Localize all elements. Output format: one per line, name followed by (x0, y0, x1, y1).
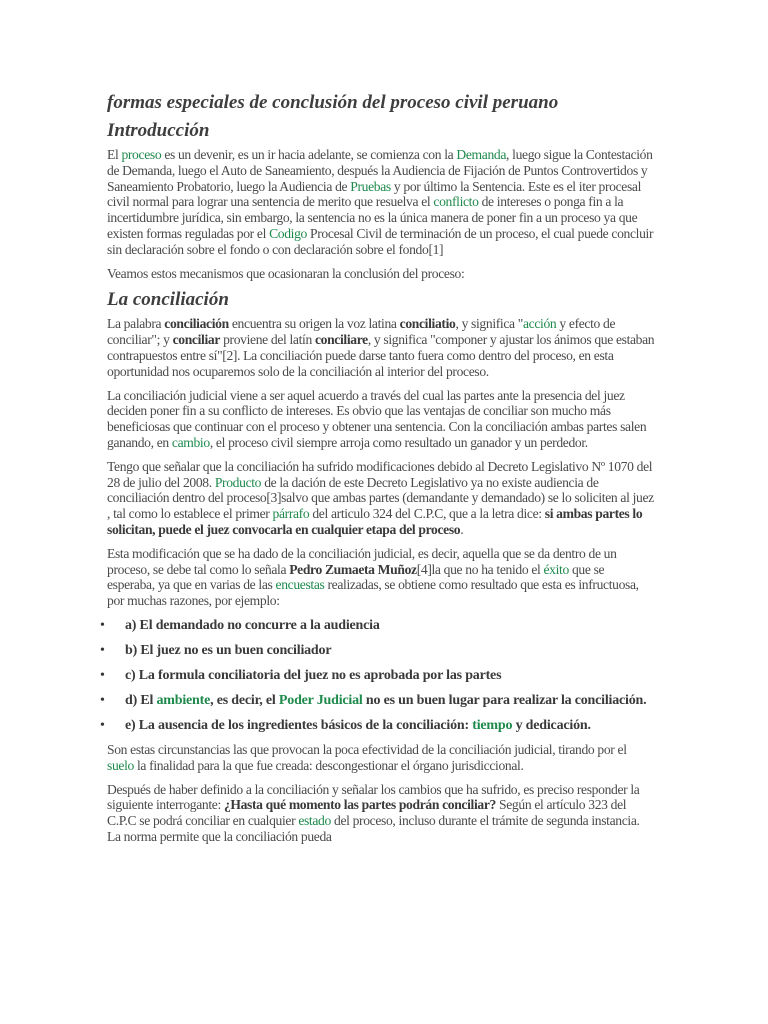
intro-paragraph-1 (107, 147, 655, 258)
text: y efecto de conciliar"; y (107, 316, 616, 348)
list-item-text: , es decir, el (210, 692, 279, 708)
text: Procesal Civil de terminación de un proceso, el cual puede concluir sin declaración sobre el fondo o con declaración sobre el fondo[1] (107, 225, 654, 257)
text: realizadas, se obtiene como resultado que esta es infructuosa, por muchas razones, por ejemplo: (107, 577, 639, 609)
intro-paragraph-2: Veamos estos mecanismos que ocasionaran la conclusión del proceso: (107, 265, 465, 281)
bullet-icon: • (100, 642, 105, 658)
text: del proceso, incluso durante el trámite de segunda instancia. La norma permite que la conciliación pueda (107, 813, 640, 844)
text: [4]la que no ha tenido el (416, 561, 544, 577)
text: . (460, 521, 464, 537)
text: encuentra su origen la voz latina (228, 316, 400, 332)
text: El (107, 147, 122, 162)
text: Esta modificación que se ha dado de la conciliación judicial, es decir, aquella que se da dentro de un proceso, se debe tal como lo señala (107, 545, 617, 577)
text: de intereses o ponga fin a la incertidumbre jurídica, sin embargo, la sentencia no es la única manera de poner fin a un proceso ya que existen formas reguladas por el (107, 194, 638, 241)
conciliacion-paragraph-1 (107, 316, 655, 379)
link-suelo[interactable]: suelo (107, 757, 134, 773)
link-encuestas[interactable]: encuestas (275, 577, 325, 593)
bold-question: ¿Hasta qué momento las partes podrán conciliar? (223, 797, 496, 813)
conciliacion-paragraph-6 (107, 782, 655, 845)
conciliacion-paragraph-3 (107, 459, 655, 538)
link-exito[interactable]: éxito (543, 561, 569, 577)
text: Tengo que señalar que la conciliación ha sufrido modificaciones debido al Decreto Legislativo Nº 1070 del 28 de julio del 2008. (107, 458, 653, 490)
link-codigo[interactable]: Codigo (269, 225, 307, 241)
list-item (100, 617, 655, 634)
bullet-icon: • (100, 667, 105, 683)
text: del articulo 324 del C.P.C, que a la letra dice: (309, 506, 545, 522)
bold-term: conciliar (172, 332, 221, 348)
conciliacion-heading: La conciliación (107, 289, 229, 311)
list-item-text: b) El juez no es un buen conciliador (125, 642, 332, 658)
text: , el proceso civil siempre arroja como resultado un ganador y un perdedor. (209, 434, 588, 450)
text: Después de haber definido a la conciliación y señalar los cambios que ha sufrido, es preciso responder la siguiente interrogante: (107, 781, 640, 813)
text: es un devenir, es un ir hacia adelante, se comienza con la (161, 147, 457, 162)
link-parrafo[interactable]: párrafo (272, 506, 310, 522)
list-item (100, 667, 655, 684)
reasons-list (100, 617, 655, 734)
text: Según el artículo 323 del C.P.C se podrá conciliar en cualquier (107, 797, 627, 829)
link-poder-judicial[interactable]: Poder Judicial (278, 692, 363, 708)
document-body (100, 92, 655, 853)
list-item (100, 642, 655, 659)
text: La conciliación judicial viene a ser aquel acuerdo a través del cual las partes ante la presencia del juez deciden poner fin a su conflicto de intereses. Es obvio que las ventajas de conciliar son mucho más beneficiosas que continuar con el proceso y obtener una sentencia. Con la conciliación ambas partes salen ganando, en (107, 387, 647, 450)
bold-term: conciliación (164, 316, 229, 332)
text: y por último la Sentencia. Este es el iter procesal civil normal para lograr una sentencia de merito que resuelva el (107, 178, 642, 210)
bullet-icon: • (100, 692, 105, 708)
text: la finalidad para la que fue creada: descongestionar el órgano jurisdiccional. (133, 757, 524, 773)
bold-term: conciliatio (399, 316, 456, 332)
link-estado[interactable]: estado (298, 813, 331, 829)
intro-heading: Introducción (107, 120, 210, 141)
conciliacion-paragraph-4 (107, 546, 655, 609)
text: Son estas circunstancias las que provocan la poca efectividad de la conciliación judicial, tirando por el (107, 741, 627, 757)
bold-quote: si ambas partes lo solicitan, puede el juez convocarla en cualquier etapa del proceso (107, 506, 643, 537)
conciliacion-paragraph-5 (107, 742, 655, 774)
link-cambio[interactable]: cambio (171, 434, 210, 450)
link-demanda[interactable]: Demanda (456, 147, 507, 162)
conciliacion-paragraph-2 (107, 388, 655, 451)
bullet-icon: • (100, 717, 105, 733)
bullet-icon: • (100, 617, 105, 633)
text: , y significa " (455, 316, 523, 332)
list-item-text: e) La ausencia de los ingredientes básicos de la conciliación: (125, 717, 473, 733)
text: La palabra (107, 316, 165, 332)
link-ambiente[interactable]: ambiente (156, 692, 211, 708)
list-item-text: no es un buen lugar para realizar la conciliación. (362, 692, 647, 708)
bold-term: conciliare (314, 332, 368, 348)
text: que se esperaba, ya que en varias de las (107, 561, 605, 593)
link-tiempo[interactable]: tiempo (472, 717, 513, 733)
list-item (100, 692, 655, 709)
document-title: formas especiales de conclusión del proceso civil peruano (107, 92, 559, 113)
text: , luego sigue la Contestación de Demanda, luego el Auto de Saneamiento, después la Audiencia de Fijación de Puntos Controvertidos y Saneamiento Probatorio, luego la Audiencia de (107, 147, 653, 194)
bold-author: Pedro Zumaeta Muñoz (289, 561, 417, 577)
list-item-text: d) El (125, 692, 157, 708)
link-conflicto[interactable]: conflicto (433, 194, 479, 210)
text: de la dación de este Decreto Legislativo ya no existe audiencia de conciliación dentro del proceso[3]salvo que ambas partes (demandante y demandado) se lo soliciten al juez , tal como lo establece el primer (107, 474, 654, 522)
link-producto[interactable]: Producto (214, 474, 262, 490)
link-proceso[interactable]: proceso (121, 147, 162, 162)
list-item-text: a) El demandado no concurre a la audiencia (125, 617, 380, 633)
list-item-text: c) La formula conciliatoria del juez no es aprobada por las partes (125, 667, 502, 683)
text: proviene del latín (220, 332, 315, 348)
link-accion[interactable]: acción (522, 316, 557, 332)
list-item-text: y dedicación. (512, 717, 591, 733)
link-pruebas[interactable]: Pruebas (350, 178, 391, 194)
list-item (100, 717, 655, 734)
text: , y significa "componer y ajustar los ánimos que estaban contrapuestos entre sí"[2]. La conciliación puede darse tanto fuera como dentro del proceso, en esta oportunidad nos ocuparemos solo de la conciliación al interior del proceso. (107, 332, 655, 379)
